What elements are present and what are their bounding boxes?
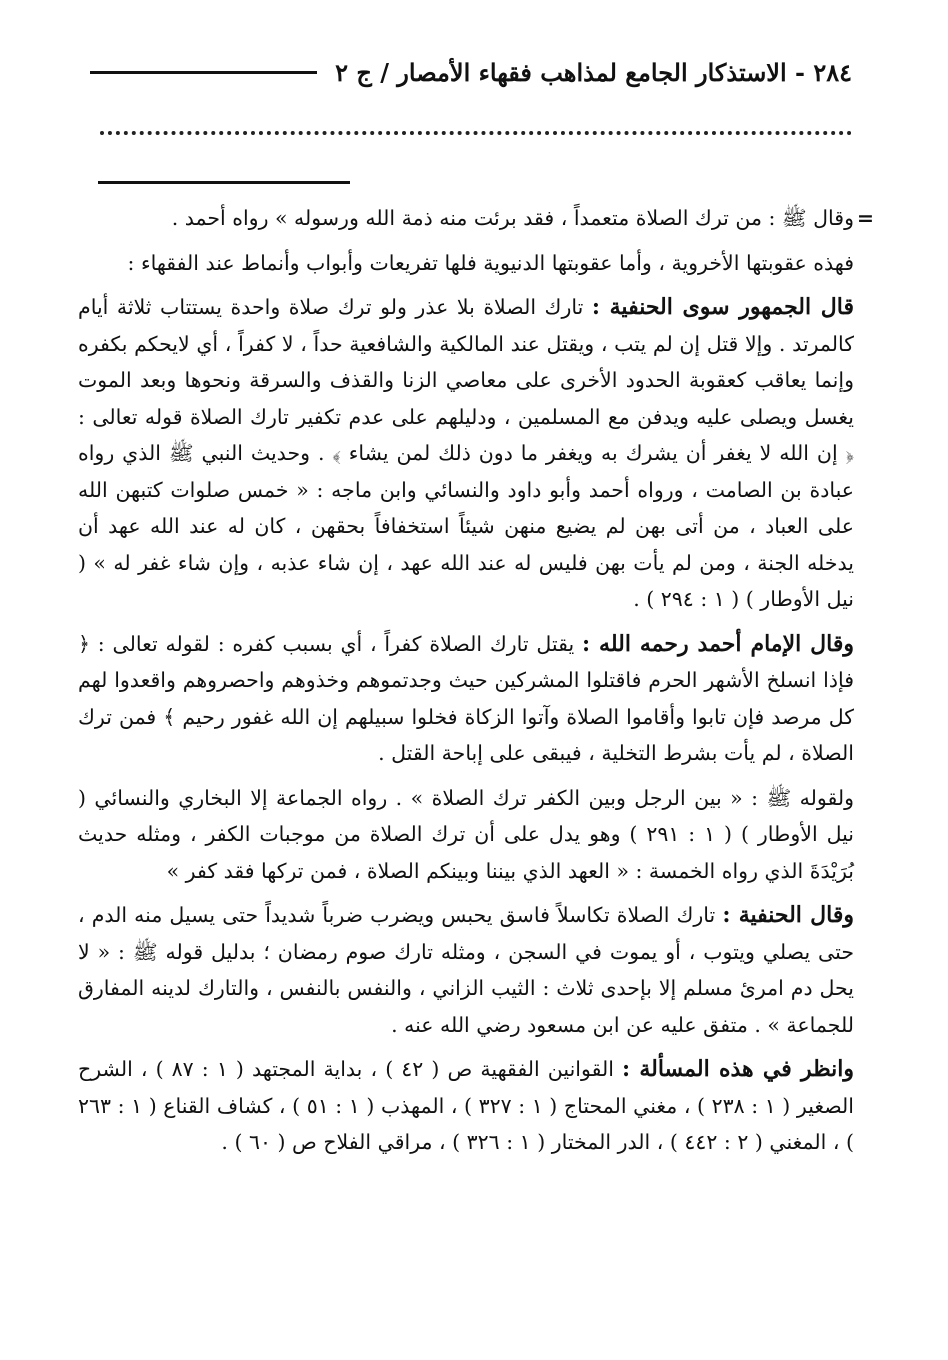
running-header-title: ٢٨٤ - الاستذكار الجامع لمذاهب فقهاء الأمصار / ج ٢ (335, 57, 852, 87)
paragraph-lead: وقال الإمام أحمد رحمه الله : (581, 630, 854, 657)
body-text (78, 200, 874, 1169)
paragraph-majority-view (78, 289, 854, 618)
footnote-rule (98, 181, 350, 184)
paragraph-hanafi-view (78, 897, 854, 1043)
paragraph-text: تارك الصلاة تكاسلاً فاسق يحبس ويضرب ضرباً شديداً حتى يسيل منه الدم ، حتى يصلي ويتوب ، أو يموت في السجن ، ومثله تارك صوم رمضان ؛ بدليل قوله ﷺ : « لا يحل دم امرئ مسلم إلا بإحدى ثلاث : الثيب الزاني ، والنفس بالنفس ، والتارك لدينه المفارق للجماعة » . متفق عليه عن ابن مسعود رضي الله عنه . (78, 903, 854, 1037)
paragraph-lead: قال الجمهور سوى الحنفية : (591, 294, 854, 320)
paragraph-text: فهذه عقوبتها الأخروية ، وأما عقوبتها الدنيوية فلها تفريعات وأبواب وأنماط عند الفقهاء : (127, 250, 854, 275)
page-header (90, 52, 852, 92)
paragraph-imam-ahmad (78, 626, 854, 772)
paragraph-text: يقتل تارك الصلاة كفراً ، أي بسبب كفره : لقوله تعالى : ﴿ فإذا انسلخ الأشهر الحرم فاقتلوا المشركين حيث وجدتموهم وخذوهم واحصروهم واقعدوا لهم كل مرصد فإن تابوا وأقاموا الصلاة وآتوا الزكاة فخلوا سبيلهم إن الله غفور رحيم ﴾ فمن ترك الصلاة ، لم يأت بشرط التخلية ، فيبقى على إباحة القتل . (78, 631, 854, 765)
paragraph-text: القوانين الفقهية ص ( ٤٢ ) ، بداية المجتهد ( ١ : ٨٧ ) ، الشرح الصغير ( ١ : ٢٣٨ ) ، مغني المحتاج ( ١ : ٣٢٧ ) ، المهذب ( ١ : ٥١ ) ، كشاف القناع ( ١ : ٢٦٣ ) ، المغني ( ٢ : ٤٤٢ ) ، الدر المختار ( ١ : ٣٢٦ ) ، مراقي الفلاح ص ( ٦٠ ) . (78, 1057, 854, 1154)
paragraph-hadith-kufr (78, 780, 854, 890)
continuation-mark: = (856, 206, 874, 230)
paragraph-text: وقال ﷺ : من ترك الصلاة متعمداً ، فقد برئت منه ذمة الله ورسوله » رواه أحمد . (171, 206, 854, 230)
paragraph-text: ولقوله ﷺ : « بين الرجل وبين الكفر ترك الصلاة » . رواه الجماعة إلا البخاري والنسائي ( نيل الأوطار ) ( ١ : ٢٩١ ) وهو يدل على أن ترك الصلاة من موجبات الكفر ، ومثله حديث بُرَيْدَةَ الذي رواه الخمسة : « العهد الذي بيننا وبينكم الصلاة ، فمن تركها فقد كفر » (78, 785, 854, 883)
paragraph-hadith-ahmad (78, 200, 874, 237)
dotted-separator (100, 131, 852, 135)
paragraph-text: تارك الصلاة بلا عذر ولو ترك صلاة واحدة يستتاب ثلاثة أيام كالمرتد . وإلا قتل إن لم يتب ، ويقتل عند المالكية والشافعية حداً ، لا كفراً ، أي لايحكم بكفره وإنما يعاقب كعقوبة الحدود الأخرى على معاصي الزنا والقذف والسرقة ونحوها وبعد الموت يغسل ويصلى عليه ويدفن مع المسلمين ، ودليلهم على عدم تكفير تارك الصلاة قوله تعالى : ﴿ إن الله لا يغفر أن يشرك به ويغفر ما دون ذلك لمن يشاء ﴾ . وحديث النبي ﷺ الذي رواه عبادة بن الصامت ، ورواه أحمد وأبو داود والنسائي وابن ماجه : « خمس صلوات كتبهن الله على العباد ، من أتى بهن لم يضيع منهن شيئاً استخفافاً بحقهن ، كان له عند الله عهد أن يدخله الجنة ، ومن لم يأت بهن فليس له عند الله عهد ، إن شاء عذبه ، وإن شاء غفر له » ( نيل الأوطار ) ( ١ : ٢٩٤ ) . (78, 295, 854, 611)
paragraph-references (78, 1051, 854, 1161)
header-rule (90, 71, 317, 74)
paragraph-lead: وقال الحنفية : (722, 902, 854, 928)
paragraph-intro-punishments (78, 245, 854, 282)
paragraph-lead: وانظر في هذه المسألة : (621, 1056, 854, 1082)
